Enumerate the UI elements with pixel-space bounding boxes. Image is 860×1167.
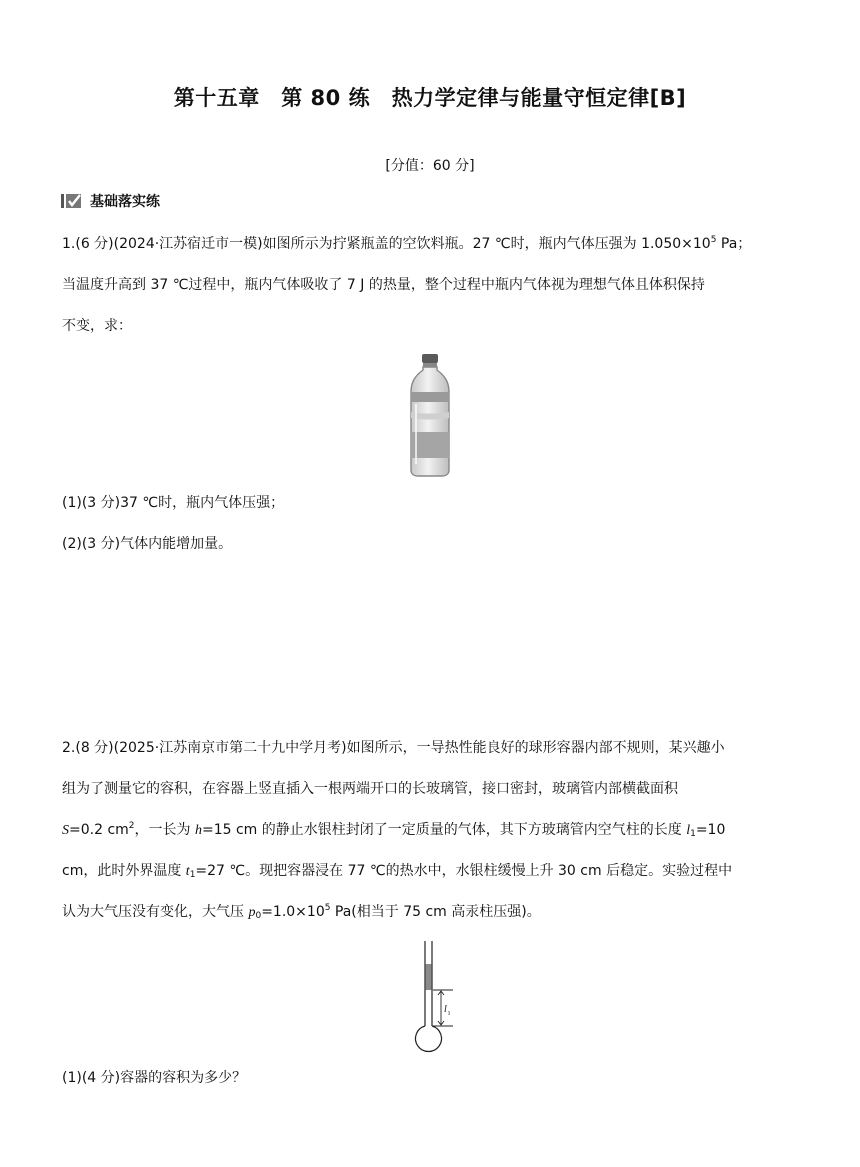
section-label: 基础落实练 <box>90 194 160 210</box>
q2-line-2: 组为了测量它的容积，在容器上竖直插入一根两端开口的长玻璃管，接口密封，玻璃管内部横截面积 <box>62 781 678 797</box>
q1-line-1: 1.(6 分)(2024·江苏宿迁市一模)如图所示为拧紧瓶盖的空饮料瓶。27 ℃时，瓶内气体压强为 $1.050\times 10^5$ Pa； <box>62 235 752 252</box>
fig-l1-label: l <box>444 1004 447 1015</box>
page-title: 第十五章 第 80 练 热力学定律与能量守恒定律[B] <box>173 86 687 110</box>
fig-l1-subscript: 1 <box>447 1011 451 1017</box>
glass-tube-figure <box>405 940 465 1055</box>
checklist-icon <box>60 192 84 210</box>
q1-line-2: 当温度升高到 37 ℃过程中，瓶内气体吸收了 7 J 的热量，整个过程中瓶内气体视为理想气体且体积保持 <box>62 277 705 293</box>
q2-line-5: 认为大气压没有变化，大气压 $p_0=1.0\times 10^5$ Pa(相当于 75 cm 高汞柱压强)。 <box>62 903 541 921</box>
score-value: [分值：60 分] <box>385 158 475 174</box>
q1-sub-1: (1)(3 分)37 ℃时，瓶内气体压强； <box>62 495 285 511</box>
q2-line-3: S=0.2 $cm^2$，一长为 h=15 cm 的静止水银柱封闭了一定质量的气体，其下方玻璃管内空气柱的长度 $l_1=10$ <box>62 821 726 839</box>
q2-line-4: cm，此时外界温度 $t_1=27$ ℃。现把容器浸在 77 ℃的热水中，水银柱缓慢上升 30 cm 后稳定。实验过程中 <box>62 863 733 880</box>
bottle-figure <box>405 352 455 478</box>
q1-line-3: 不变，求： <box>62 318 132 334</box>
q2-line-1: 2.(8 分)(2025·江苏南京市第二十九中学月考)如图所示，一导热性能良好的球形容器内部不规则，某兴趣小 <box>62 740 725 756</box>
section-header <box>60 191 160 211</box>
q2-sub-1: (1)(4 分)容器的容积为多少？ <box>62 1070 247 1086</box>
q1-sub-2: (2)(3 分)气体内能增加量。 <box>62 536 233 552</box>
